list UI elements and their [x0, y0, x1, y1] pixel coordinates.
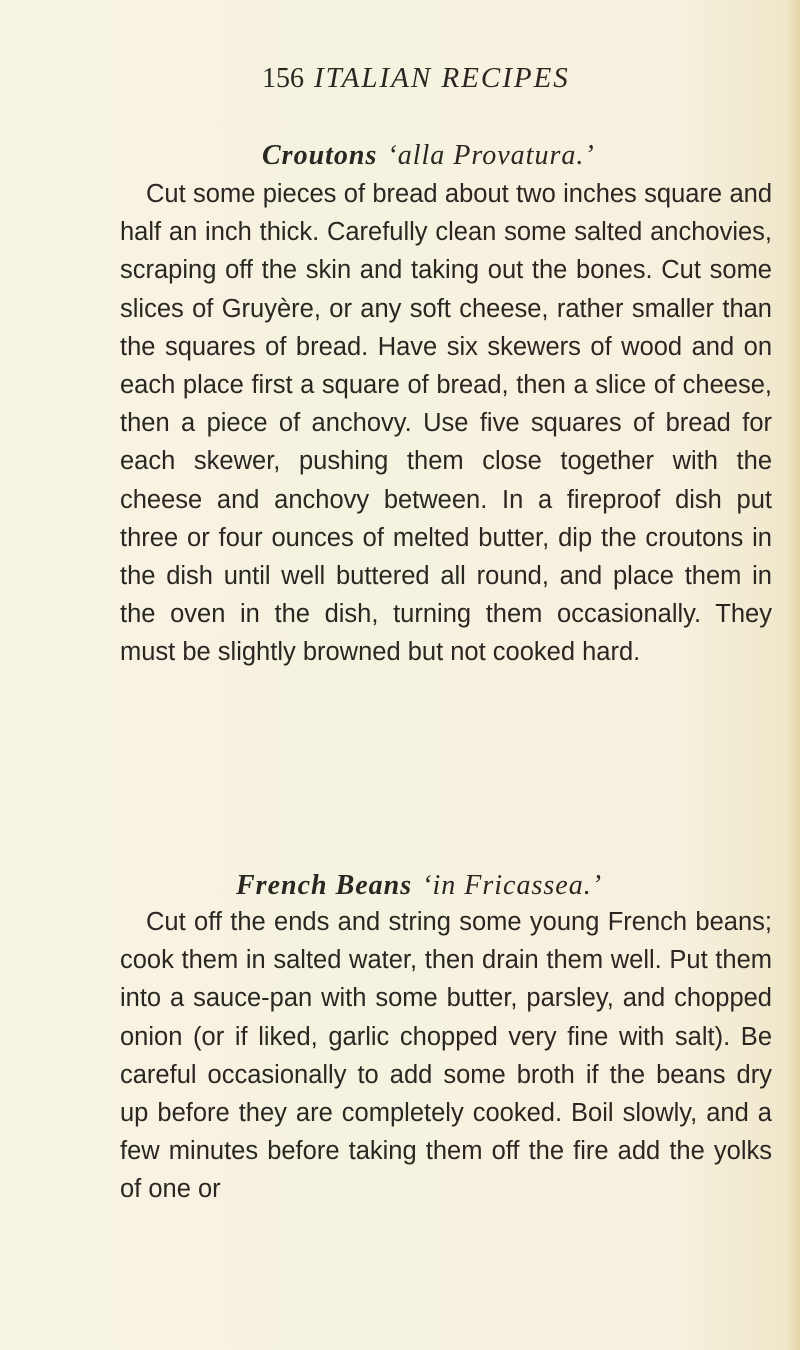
- recipe-paragraph: Cut off the ends and string some young French beans; cook them in salted water, then drain them well. Put them into a sauce-pan with some butter, parsley, and chopped onion (or if liked, garlic chopped very fine with salt). Be careful occasionally to add some broth if the beans dry up before they are completely cooked. Boil slowly, and a few minutes before taking them off the fire add the yolks of one or: [120, 908, 772, 1204]
- recipe-text-french-beans: [120, 903, 772, 1209]
- recipe-text-croutons: [120, 175, 772, 672]
- recipe-title-sub: ‘alla Provatura.’: [387, 140, 595, 171]
- running-head-title: ITALIAN RECIPES: [314, 62, 570, 94]
- page-edge: [786, 0, 800, 1350]
- page-number: 156: [262, 63, 304, 94]
- recipe-title-french-beans: [236, 870, 602, 902]
- recipe-title-main: French Beans: [236, 870, 413, 901]
- recipe-title-main: Croutons: [262, 140, 378, 171]
- recipe-paragraph: Cut some pieces of bread about two inches square and half an inch thick. Carefully clean some salted anchovies, scraping off the skin and taking out the bones. Cut some slices of Gruyère, or any soft cheese, rather smaller than the squares of bread. Have six skewers of wood and on each place first a square of bread, then a slice of cheese, then a piece of anchovy. Use five squares of bread for each skewer, pushing them close together with the cheese and anchovy between. In a fireproof dish put three or four ounces of melted butter, dip the croutons in the dish until well buttered all round, and place them in the oven in the dish, turning them occasionally. They must be slightly browned but not cooked hard.: [120, 180, 772, 667]
- recipe-title-sub: ‘in Fricassea.’: [422, 870, 603, 901]
- recipe-title-croutons: [262, 140, 595, 172]
- running-head: [262, 62, 682, 102]
